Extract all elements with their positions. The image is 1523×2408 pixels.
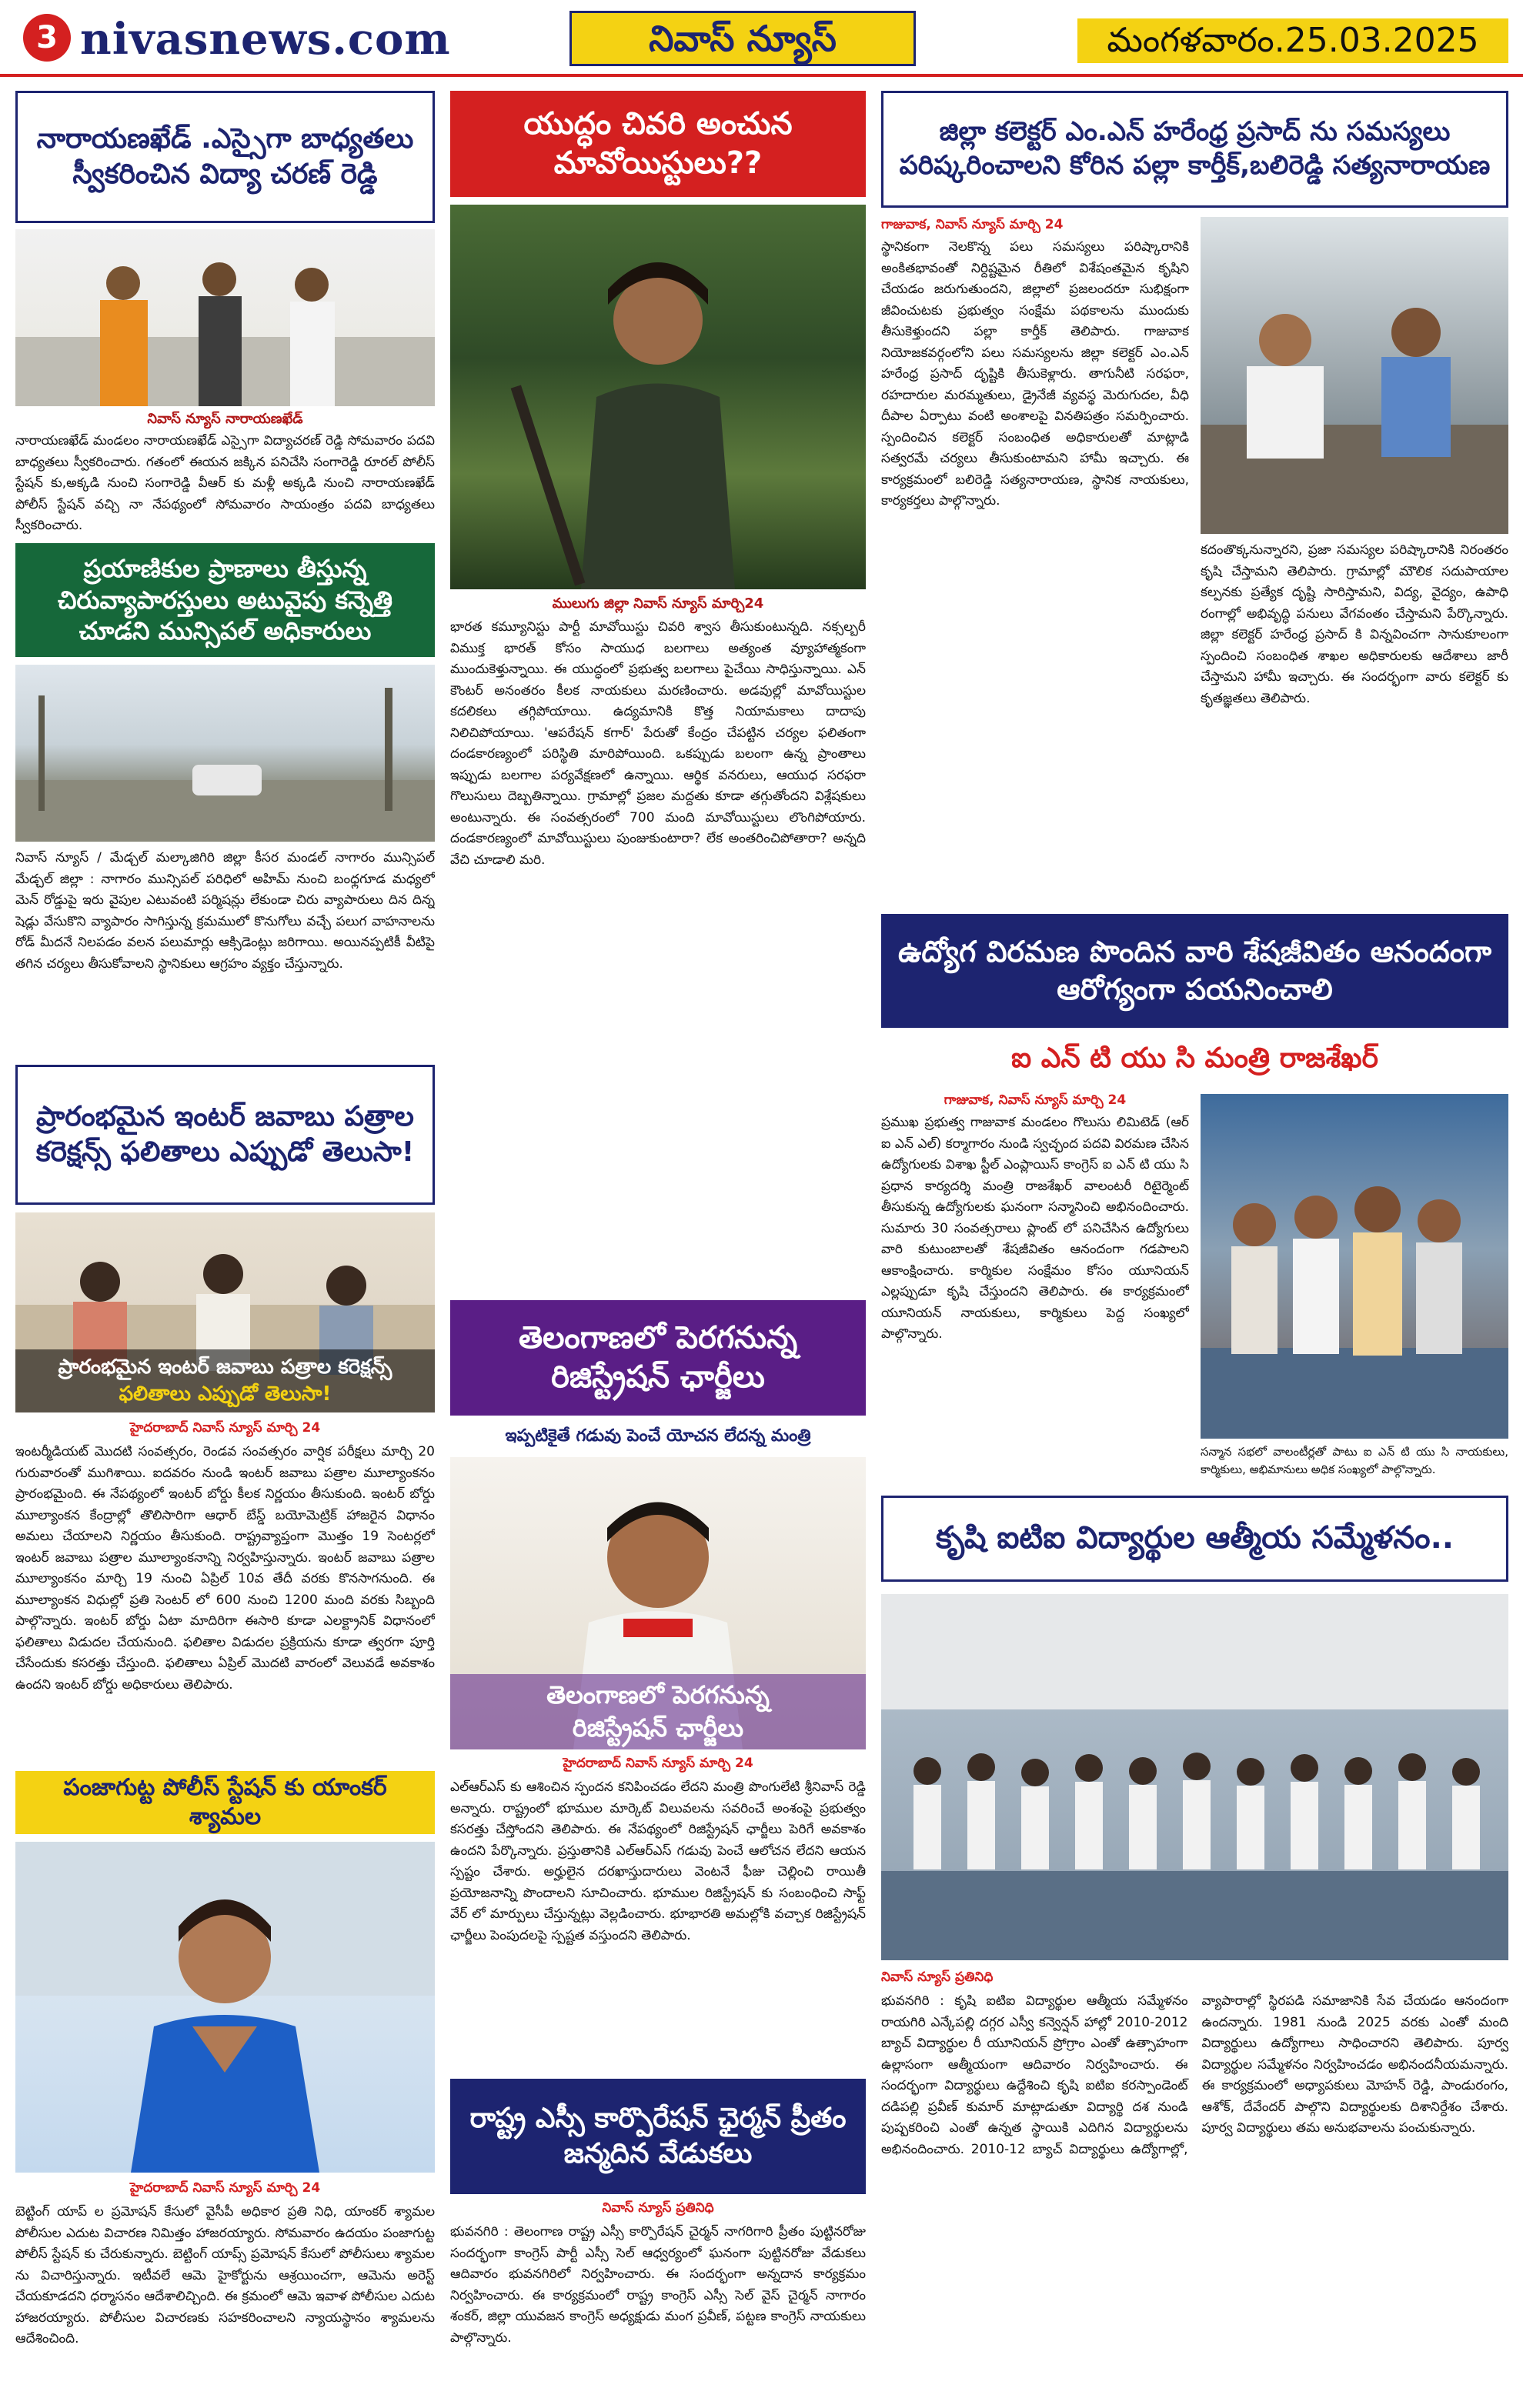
body-maoists: భారత కమ్యూనిస్టు పార్టీ మావోయిస్టు చివరి శ్వాస తీసుకుంటున్నది. నక్సల్బరీ విముక్త భారత్ కోసం సాయుధ బలగాలు అత్యంత వ్యూహాత్మకంగా ముందుకెళ్తున్నాయి. ఈ యుద్ధంలో ప్రభుత్వ బలగాలు పైచేయి సాధిస్తున్నాయి. ఎన్ కౌంటర్ అనంతరం కీలక నాయకులు మరణించారు. అడవుల్లో మావోయిస్టుల కదలికలు తగ్గిపోయాయి. ఉద్యమానికి కొత్త నియామకాలు దాదాపు నిలిచిపోయాయి. 'ఆపరేషన్ కగార్' పేరుతో కేంద్రం చేపట్టిన చర్యల ఫలితంగా దండకారణ్యంలో పరిస్థితి మారిపోయింది. ఒకప్పుడు బలంగా ఉన్న ప్రాంతాలు ఇప్పుడు బలగాల పర్యవేక్షణలో ఉన్నాయి. ఆర్థిక వనరులు, ఆయుధ సరఫరా గొలుసులు దెబ్బతిన్నాయి. గ్రామాల్లో ప్రజల మద్దతు కూడా తగ్గుతోందని విశ్లేషకులు అంటున్నారు. ఈ సంవత్సరంలో 700 మంది మావోయిస్టులు లొంగిపోయారు. దండకారణ్యంలో మావోయిస్టులు పుంజుకుంటారా? లేక అంతరించిపోతారా? అన్నది వేచి చూడాలి మరి. [450,619,866,868]
photo-retirement [1201,1094,1508,1439]
photo-registration-line1: తెలంగాణలో పెరగనున్న [546,1679,770,1709]
photo-anchor [15,1842,435,2173]
subheadline-retirement: ఐ ఎన్ టి యు సి మంత్రి రాజశేఖర్ [1011,1042,1378,1074]
issue-date: మంగళవారం.25.03.2025 [1077,18,1508,63]
dateline-inter: హైదరాబాద్ నివాస్ న్యూస్ మార్చి 24 [129,1420,321,1436]
masthead [0,0,1523,77]
caption-maoists: ములుగు జిల్లా నివాస్ న్యూస్ మార్చి24 [552,595,764,612]
paper-name: నివాస్ న్యూస్ [569,11,916,66]
photo-collector [1201,217,1508,534]
body-roadside: నివాస్ న్యూస్ / మేడ్చల్ మల్కాజిగిరి జిల్లా కీసర మండల్ నాగారం మున్సిపల్ మేడ్చల్ జిల్లా : నాగారం మున్సిపల్ పరిధిలో అహిమ్ నుంచి బంధ్లగూడ మధ్యలో మెన్ రోడ్డుపై ఇరు వైపుల ఎటువంటి పర్మిషన్లు లేకుండా చిరు వ్యాపారులు దిన దిన్న షెడ్లు వేసుకొని వ్యాపారం సాగిస్తున్న క్రమములో కొనుగోలు వచ్చే పలుగ వాహనాలను రోడ్ మీదనే నిలపడం వలన పలుమార్లు ఆక్సిడెంట్లు జరిగాయి. అయినప్పటికీ వీటిపై తగిన చర్యలు తీసుకోవాలని స్థానికులు ఆగ్రహం వ్యక్తం చేస్తున్నారు. [15,850,435,972]
body-anchor: బెట్టింగ్ యాప్ ల ప్రమోషన్ కేసులో వైసీపీ అధికార ప్రతి నిధి, యాంకర్ శ్యామల పోలీసుల ఎదుట విచారణ నిమిత్తం హాజరయ్యారు. సోమవారం ఉదయం పంజాగుట్ట పోలీస్ స్టేషన్ కు చేరుకున్నారు. బెట్టింగ్ యాప్స్ ప్రమోషన్ కేసులో పోలీసులు శ్యామల ను విచారిస్తున్నారు. ఇటీవలే ఆమె హైకోర్టును ఆశ్రయించగా, ఆమెను అరెస్ట్ చేయకూడదని ధర్మాసనం ఆదేశాలిచ్చింది. ఈ క్రమంలో ఆమె ఇవాళ పోలీసుల ఎదుట హాజరయ్యారు. పోలీసుల విచారణకు సహకరించాలని న్యాయస్థానం శ్యామలను ఆదేశించింది. [15,2204,435,2347]
headline-sc-corporation: రాష్ట్ర ఎస్సీ కార్పొరేషన్ ఛైర్మన్ ప్రీతం జన్మదిన వేడుకలు [450,2079,866,2194]
body-inter: ఇంటర్మీడియట్ మొదటి సంవత్సరం, రెండవ సంవత్సరం వార్షిక పరీక్షలు మార్చి 20 గురువారంతో ముగిశాయి. ఐదవరం నుండి ఇంటర్ జవాబు పత్రాల మూల్యాంకనం ప్రారంభమైంది. ఈ నేపథ్యంలో ఇంటర్ బోర్డు కీలక నిర్ణయం తీసుకుంది. ఇంటర్ బోర్డు మూల్యాంకన కేంద్రాల్లో తొలిసారిగా ఆధార్ బేస్డ్ బయోమెట్రిక్ హాజరైన విధానం అమలు చేయాలని నిర్ణయం తీసుకుంది. రాష్ట్రవ్యాప్తంగా మొత్తం 19 సెంటర్లలో ఇంటర్ జవాబు పత్రాల మూల్యాంకనాన్ని నిర్వహిస్తున్నారు. ఇంటర్ జవాబు పత్రాల మూల్యాంకనం మార్చి 19 నుంచి ఏప్రిల్ 10వ తేదీ వరకు కొనసాగనుంది. ఈ మూల్యాంకన విధుల్లో ప్రతి సెంటర్ లో 600 నుంచి 1200 మంది వరకు సిబ్బంది పాల్గొన్నారు. ఇంటర్ బోర్డు ఏటా మాదిరిగా ఈసారి కూడా ఎలక్ట్రానిక్ విధానంలో ఫలితాలు విడుదల చేయనుంది. ఫలితాల విడుదల ప్రక్రియను కూడా త్వరగా పూర్తి చేసేందుకు కసరత్తు చేస్తుంది. ఫలితాలు ఏప్రిల్ మొదటి వారంలో వెలువడే అవకాశం ఉందని ఇంటర్ బోర్డు అధికారులు తెలిపారు. [15,1444,435,1693]
photo-collector-figures [1201,217,1508,534]
dateline-agri-iti: నివాస్ న్యూస్ ప్రతినిధి [881,1969,994,1985]
headline-maoists: యుద్ధం చివరి అంచున మావోయిస్టులు?? [450,91,866,197]
site-url[interactable]: nivasnews.com [80,14,451,65]
page-number: 3 [23,14,71,62]
subheadline-registration: ఇప్పటికైతే గడువు పెంచే యోచన లేదన్న మంత్రి [505,1426,811,1446]
headline-roadside: ప్రయాణికుల ప్రాణాలు తీస్తున్న చిరువ్యాపారస్తులు అటువైపు కన్నెత్తి చూడని మున్సిపల్ అధికారులు [15,543,435,657]
body-retirement: ప్రముఖ ప్రభుత్వ గాజువాక మండలం గొలుసు లిమిటెడ్ (ఆర్ ఐ ఎన్ ఎల్) కర్మాగారం నుండి స్వచ్ఛంద పదవి విరమణ చేసిన ఉద్యోగులకు విశాఖ స్టీల్ ఎంప్లాయిస్ కాంగ్రెస్ ఐ ఎన్ టి యు సి ప్రధాన కార్యదర్శి మంత్రి రాజశేఖర్ వాలంటరీ రిటైర్మెంట్ తీసుకున్న ఉద్యోగులకు ఘనంగా సన్మానించి అభినందించారు. సుమారు 30 సంవత్సరాలు ప్లాంట్ లో పనిచేసిన ఉద్యోగులు వారి కుటుంబాలతో శేషజీవితం ఆనందంగా గడపాలని ఆకాంక్షించారు. కార్మికుల సంక్షేమం కోసం యూనియన్ ఎల్లప్పుడూ కృషి చేస్తుందని తెలిపారు. ఈ కార్యక్రమంలో యూనియన్ నాయకులు, కార్మికులు పెద్ద సంఖ్యలో పాల్గొన్నారు. [881,1115,1189,1342]
photo-inter-line1: ప్రారంభమైన ఇంటర్ జవాబు పత్రాల కరెక్షన్స్ [58,1355,392,1379]
photo-inter-line2: ఫలితాలు ఎప్పుడో తెలుసా! [119,1382,332,1406]
dateline-collector: గాజువాక, నివాస్ న్యూస్ మార్చి 24 [881,217,1064,232]
dateline-anchor: హైదరాబాద్ నివాస్ న్యూస్ మార్చి 24 [129,2180,321,2196]
photo-roadside [15,665,435,842]
body-collector: స్థానికంగా నెలకొన్న పలు సమస్యలు పరిష్కారానికి అంకితభావంతో నిర్దిష్టమైన రీతిలో విశేషంతమైన కృషిని చేయడం జరుగుతుందని, జిల్లాలో ప్రజలందరూ సుభిక్షంగా జీవించుటకు ప్రభుత్వం సంక్షేమ పథకాలను ముందుకు తీసుకెళ్తుందని పల్లా కార్తీక్ తెలిపారు. గాజువాక నియోజకవర్గంలోని పలు సమస్యలను జిల్లా కలెక్టర్ ఎం.ఎన్ హరేంధ్ర ప్రసాద్ దృష్టికి తీసుకెళ్లారు. తాగునీటి సరఫరా, రహదారుల మరమ్మతులు, డ్రైనేజీ వ్యవస్థ మెరుగుదల, వీధి దీపాల ఏర్పాటు వంటి అంశాలపై వినతిపత్రం సమర్పించారు. స్పందించిన కలెక్టర్ సంబంధిత అధికారులతో మాట్లాడి సత్వరమే చర్యలు తీసుకుంటామని హామీ ఇచ్చారు. ఈ కార్యక్రమంలో బలిరెడ్డి సత్యనారాయణ, స్థానిక నాయకులు, కార్యకర్తలు పాల్గొన్నారు. [881,239,1189,509]
headline-agri-iti: కృషి ఐటిఐ విద్యార్థుల ఆత్మీయ సమ్మేళనం.. [881,1496,1508,1582]
photo-anchor-figure [15,1842,435,2173]
photo-retirement-figures [1201,1094,1508,1439]
photo-agri-iti-group [881,1594,1508,1960]
photo-narayankhed-figures [15,229,435,406]
photo-maoists-figure [450,205,866,589]
body-sc-corporation: భువనగిరి : తెలంగాణ రాష్ట్ర ఎస్సీ కార్పొరేషన్ చైర్మన్ నాగరిగారి ప్రీతం పుట్టినరోజు సందర్భంగా కాంగ్రెస్ పార్టీ ఎస్సీ సెల్ ఆధ్వర్యంలో ఘనంగా పుట్టినరోజు వేడుకలు ఆదివారం భువనగిరిలో నిర్వహించారు. ఈ సందర్భంగా అన్నదాన కార్యక్రమం నిర్వహించారు. ఈ కార్యక్రమంలో రాష్ట్ర కాంగ్రెస్ ఎస్సీ సెల్ వైస్ చైర్మన్ నాగారం శంకర్, జిల్లా యువజన కాంగ్రెస్ అధ్యక్షుడు మంగ ప్రవీణ్, పట్టణ కాంగ్రెస్ నాయకులు పాల్గొన్నారు. [450,2224,866,2346]
body-agri-iti: భువనగిరి : కృషి ఐటిఐ విద్యార్థుల ఆత్మీయ సమ్మేళనం రాయగిరి ఎన్కేపల్లి దగ్గర ఎస్వీ కన్వెన్షన్ హాల్లో 2010-2012 బ్యాచ్ విద్యార్థుల రీ యూనియన్ ప్రోగ్రాం ఎంతో ఉత్సాహంగా ఉల్లాసంగా ఆత్మీయంగా ఆదివారం నిర్వహించారు. ఈ సందర్భంగా విద్యార్థులు ఉద్దేశించి కృషి ఐటిఐ కరస్పాండెంట్ దడిపల్లి ప్రవీణ్ కుమార్ మాట్లాడుతూ విద్యార్థి దశ నుండి పుష్పకరించి ఎంతో ఉన్నత స్థాయికి ఎదిగిన విద్యార్థులను అభినందించారు. 2010-12 బ్యాచ్ విద్యార్థులు ఉద్యోగాల్లో, వ్యాపారాల్లో స్థిరపడి సమాజానికి సేవ చేయడం ఆనందంగా ఉందన్నారు. 1981 నుండి 2025 వరకు ఎంతో మంది విద్యార్థులు ఉద్యోగాలు సాధించారని తెలిపారు. పూర్వ విద్యార్థుల సమ్మేళనం నిర్వహించడం అభినందనీయమన్నారు. ఈ కార్యక్రమంలో అధ్యాపకులు మోహన్ రెడ్డి, పాండురంగం, ఆశోక్, దేవేందర్ పాల్గొని విద్యార్థులకు దిశానిర్దేశం చేశారు. పూర్వ విద్యార్థులు తమ అనుభవాలను పంచుకున్నారు. [881,1993,1508,2157]
photo-inter [15,1212,435,1412]
photo-maoists [450,205,866,589]
caption-retirement: సన్మాన సభలో వాలంటీర్లతో పాటు ఐ ఎన్ టి యు సి నాయకులు, కార్మికులు, అభిమానులు అధిక సంఖ్యలో పాల్గొన్నారు. [1201,1445,1508,1476]
body-collector-continued: కదంతొక్కనున్నారని, ప్రజా సమస్యల పరిష్కారానికి నిరంతరం కృషి చేస్తామని తెలిపారు. గ్రామాల్లో మౌలిక సదుపాయాల కల్పనకు ప్రత్యేక దృష్టి సారిస్తామని, విద్య, వైద్యం, ఉపాధి రంగాల్లో అభివృద్ధి పనులు వేగవంతం చేస్తామని పేర్కొన్నారు. జిల్లా కలెక్టర్ హరేంధ్ర ప్రసాద్ కి విన్నవించగా సానుకూలంగా స్పందించి సంబంధిత శాఖల అధికారులకు ఆదేశాలు జారీ చేస్తామని హామీ ఇచ్చారు. ఈ సందర్భంగా వారు కలెక్టర్ కు కృతజ్ఞతలు తెలిపారు. [1201,542,1508,706]
headline-anchor: పంజాగుట్ట పోలీస్ స్టేషన్ కు యాంకర్ శ్యామల [15,1771,435,1834]
photo-roadside-scene [15,665,435,842]
body-narayankhed: నారాయణఖేడ్ మండలం నారాయణఖేడ్ ఎస్సైగా విద్యాచరణ్ రెడ్డి సోమవారం పదవి బాధ్యతలు స్వీకరించారు. గతంలో ఈయన జక్కిన పనిచేసి సంగారెడ్డి రూరల్ పోలీస్ స్టేషన్ కు,అక్కడి నుంచి సంగారెడ్డి వీఆర్ కు మళ్లీ అక్కడి నుంచి నారాయణఖేడ్ పోలీస్ స్టేషన్ వచ్చి నా నేపథ్యంలో సోమవారం సాయంత్రం పదవి బాధ్యతలు స్వీకరించారు. [15,433,435,534]
headline-registration: తెలంగాణలో పెరగనున్న రిజిస్ట్రేషన్ ఛార్జీలు [450,1300,866,1416]
body-registration: ఎల్ఆర్ఎస్ కు ఆశించిన స్పందన కనిపించడం లేదని మంత్రి పొంగులేటి శ్రీనివాస్ రెడ్డి అన్నారు. రాష్ట్రంలో భూముల మార్కెట్ విలువలను సవరించే అంశంపై ప్రభుత్వం కసరత్తు చేస్తోందని తెలిపారు. ఈ నేపథ్యంలో రిజిస్ట్రేషన్ ఛార్జీలు పెరిగే అవకాశం ఉందని పేర్కొన్నారు. ప్రస్తుతానికి ఎల్ఆర్ఎస్ గడువు పెంచే ఆలోచన లేదని ఆయన స్పష్టం చేశారు. అర్హులైన దరఖాస్తుదారులు వెంటనే ఫీజు చెల్లించి రాయితీ ప్రయోజనాన్ని పొందాలని సూచించారు. భూముల రిజిస్ట్రేషన్ కు సంబంధించి సాఫ్ట్ వేర్ లో మార్పులు చేస్తున్నట్లు వెల్లడించారు. భూభారతి అమల్లోకి వచ్చాక రిజిస్ట్రేషన్ ఛార్జీలు పెంపుదలపై స్పష్టత వస్తుందని తెలిపారు. [450,1779,866,1943]
photo-inter-caption [15,1349,435,1412]
photo-registration-line2: రిజిస్ట్రేషన్ ఛార్జీలు [572,1713,744,1743]
photo-narayankhed [15,229,435,406]
dateline-sc-corporation: నివాస్ న్యూస్ ప్రతినిధి [602,2200,714,2216]
headline-narayankhed: నారాయణఖేడ్ .ఎస్సైగా బాధ్యతలు స్వీకరించిన విద్యా చరణ్ రెడ్డి [15,91,435,223]
headline-retirement: ఉద్యోగ విరమణ పొందిన వారి శేషజీవితం ఆనందంగా ఆరోగ్యంగా పయనించాలి [881,914,1508,1028]
photo-agri-iti [881,1594,1508,1960]
photo-registration-caption [450,1674,866,1749]
headline-inter: ప్రారంభమైన ఇంటర్ జవాబు పత్రాల కరెక్షన్స్ ఫలితాలు ఎప్పుడో తెలుసా! [15,1065,435,1205]
caption-narayankhed: నివాస్ న్యూస్ నారాయణఖేడ్ [147,411,303,427]
dateline-retirement: గాజువాక, నివాస్ న్యూస్ మార్చి 24 [944,1092,1127,1108]
photo-registration [450,1457,866,1749]
headline-collector: జిల్లా కలెక్టర్ ఎం.ఎన్ హరేంధ్ర ప్రసాద్ ను సమస్యలు పరిష్కరించాలని కోరిన పల్లా కార్తీక్,బలిరెడ్డి సత్యనారాయణ [881,91,1508,208]
dateline-registration: హైదరాబాద్ నివాస్ న్యూస్ మార్చి 24 [563,1756,753,1771]
